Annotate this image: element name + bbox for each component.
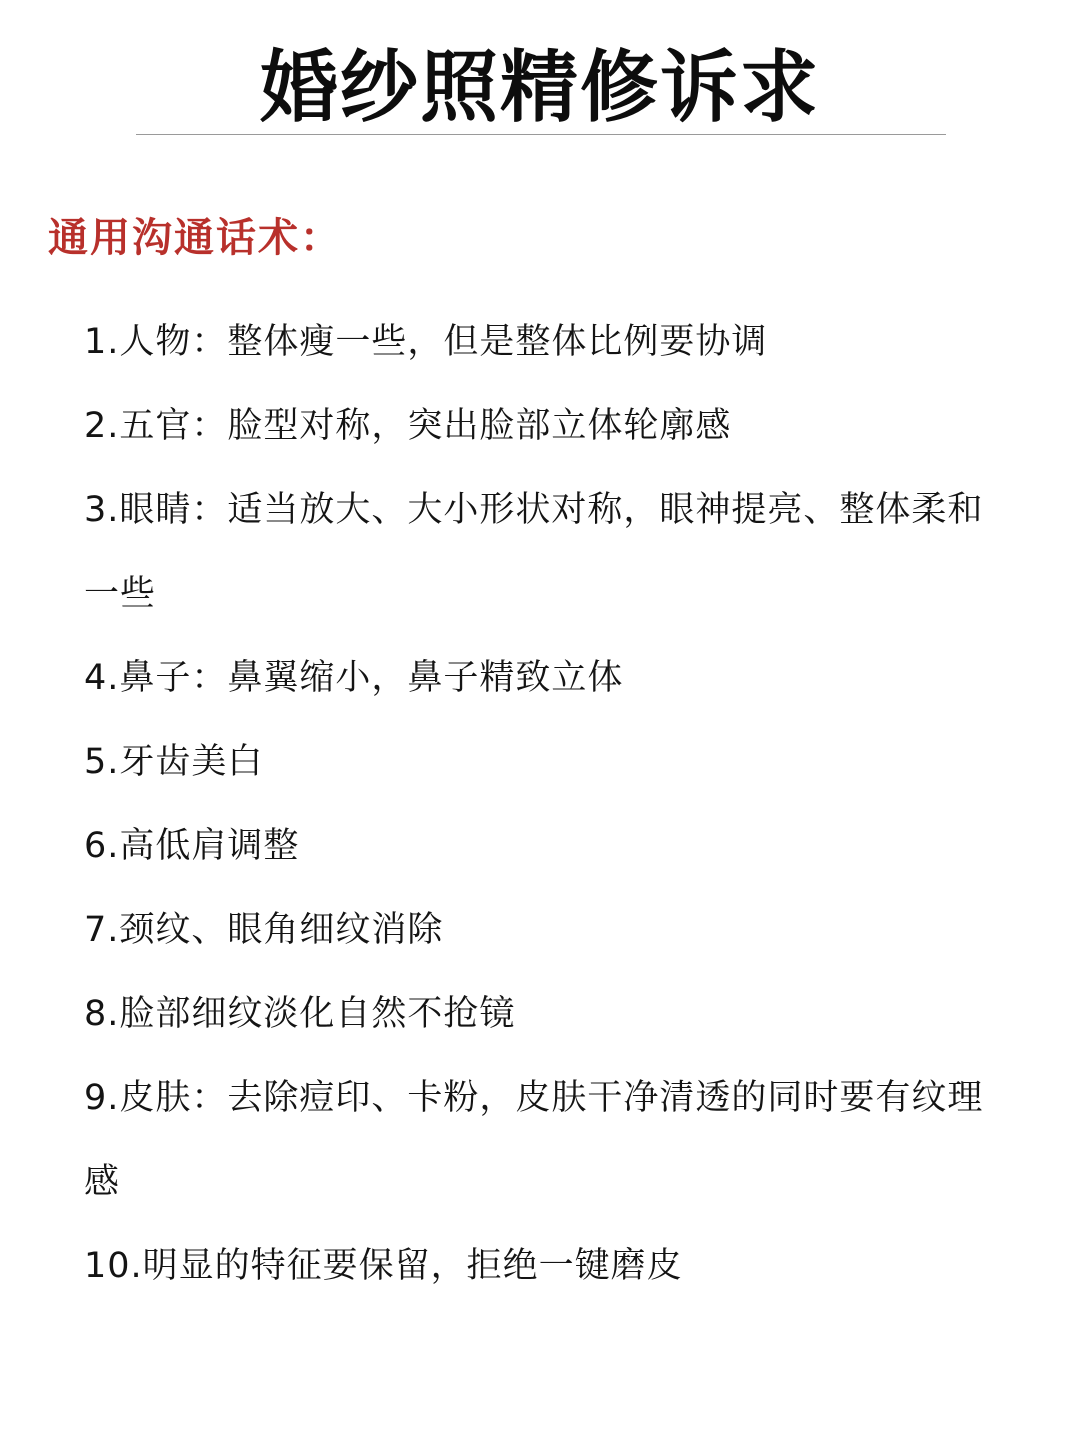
list-item: 8.脸部细纹淡化自然不抢镜 <box>84 994 516 1034</box>
list-item: 6.高低肩调整 <box>84 826 300 866</box>
list-item: 9.皮肤：去除痘印、卡粉，皮肤干净清透的同时要有纹理感 <box>84 1078 984 1202</box>
list-item: 2.五官：脸型对称，突出脸部立体轮廓感 <box>84 406 732 446</box>
list-item: 4.鼻子：鼻翼缩小，鼻子精致立体 <box>84 658 624 698</box>
list-item: 1.人物：整体瘦一些，但是整体比例要协调 <box>84 322 768 362</box>
page-title: 婚纱照精修诉求 <box>259 43 820 133</box>
list-item: 3.眼睛：适当放大、大小形状对称，眼神提亮、整体柔和一些 <box>84 490 984 614</box>
section-heading: 通用沟通话术： <box>48 215 342 261</box>
list-item: 7.颈纹、眼角细纹消除 <box>84 910 444 950</box>
title-divider <box>136 134 946 135</box>
list-item: 10.明显的特征要保留，拒绝一键磨皮 <box>84 1246 683 1286</box>
requirements-list <box>84 300 984 1308</box>
list-item: 5.牙齿美白 <box>84 742 264 782</box>
